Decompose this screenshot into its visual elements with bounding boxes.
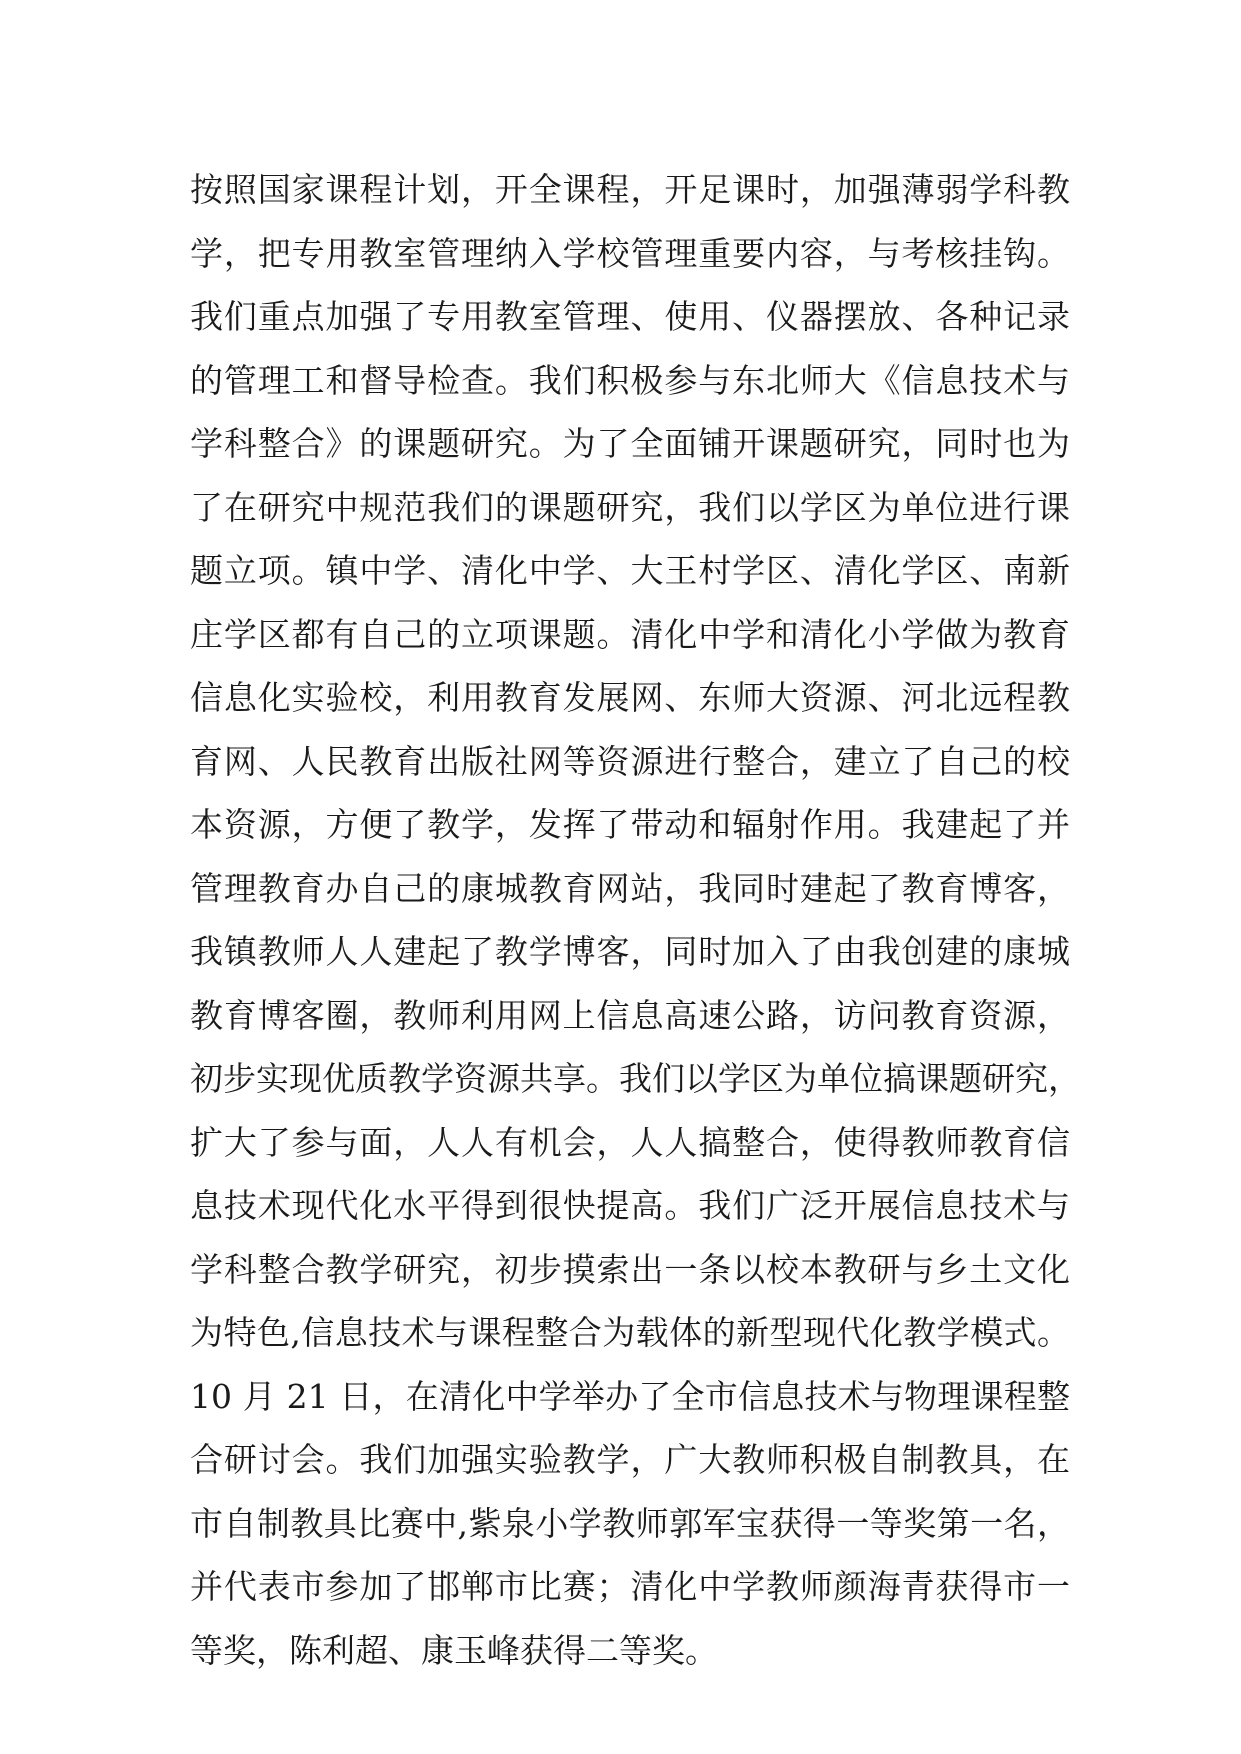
text-line: 育网、人民教育出版社网等资源进行整合，建立了自己的校 [190,741,1070,781]
text-line: 学科整合》的课题研究。为了全面铺开课题研究，同时也为 [190,424,1070,463]
body-paragraph [190,158,1081,1682]
text-line: 等奖，陈利超、康玉峰获得二等奖。 [190,1630,718,1670]
text-line: 庄学区都有自己的立项课题。清化中学和清化小学做为教育 [190,614,1070,654]
text-line: 了在研究中规范我们的课题研究，我们以学区为单位进行课 [190,487,1070,527]
text-line: 初步实现优质教学资源共享。我们以学区为单位搞课题研究， [190,1059,1081,1098]
text-line: 我们重点加强了专用教室管理、使用、仪器摆放、各种记录 [190,297,1070,336]
text-line: 按照国家课程计划，开全课程，开足课时，加强薄弱学科教 [190,170,1070,209]
text-line: 信息化实验校，利用教育发展网、东师大资源、河北远程教 [190,678,1070,717]
text-line: 我镇教师人人建起了教学博客，同时加入了由我创建的康城 [190,932,1070,971]
text-line: 教育博客圈，教师利用网上信息高速公路，访问教育资源， [190,995,1070,1035]
text-line: 为特色,信息技术与课程整合为载体的新型现代化教学模式。 [190,1313,1070,1352]
text-line: 题立项。镇中学、清化中学、大王村学区、清化学区、南新 [190,551,1070,590]
text-line: 学科整合教学研究，初步摸索出一条以校本教研与乡土文化 [190,1249,1070,1289]
text-line: 管理教育办自己的康城教育网站，我同时建起了教育博客， [190,868,1070,908]
text-line: 并代表市参加了邯郸市比赛；清化中学教师颜海青获得市一 [190,1567,1070,1606]
text-line: 合研讨会。我们加强实验教学，广大教师积极自制教具，在 [190,1440,1070,1479]
text-line: 扩大了参与面，人人有机会，人人搞整合，使得教师教育信 [190,1122,1070,1162]
text-line: 市自制教具比赛中,紫泉小学教师郭军宝获得一等奖第一名， [190,1503,1070,1543]
text-line: 学，把专用教室管理纳入学校管理重要内容，与考核挂钩。 [190,233,1070,273]
text-line: 10 月 21 日，在清化中学举办了全市信息技术与物理课程整 [190,1376,1070,1416]
text-line: 息技术现代化水平得到很快提高。我们广泛开展信息技术与 [190,1186,1070,1225]
text-line: 的管理工和督导检查。我们积极参与东北师大《信息技术与 [190,360,1070,400]
text-line: 本资源，方便了教学，发挥了带动和辐射作用。我建起了并 [190,805,1070,844]
